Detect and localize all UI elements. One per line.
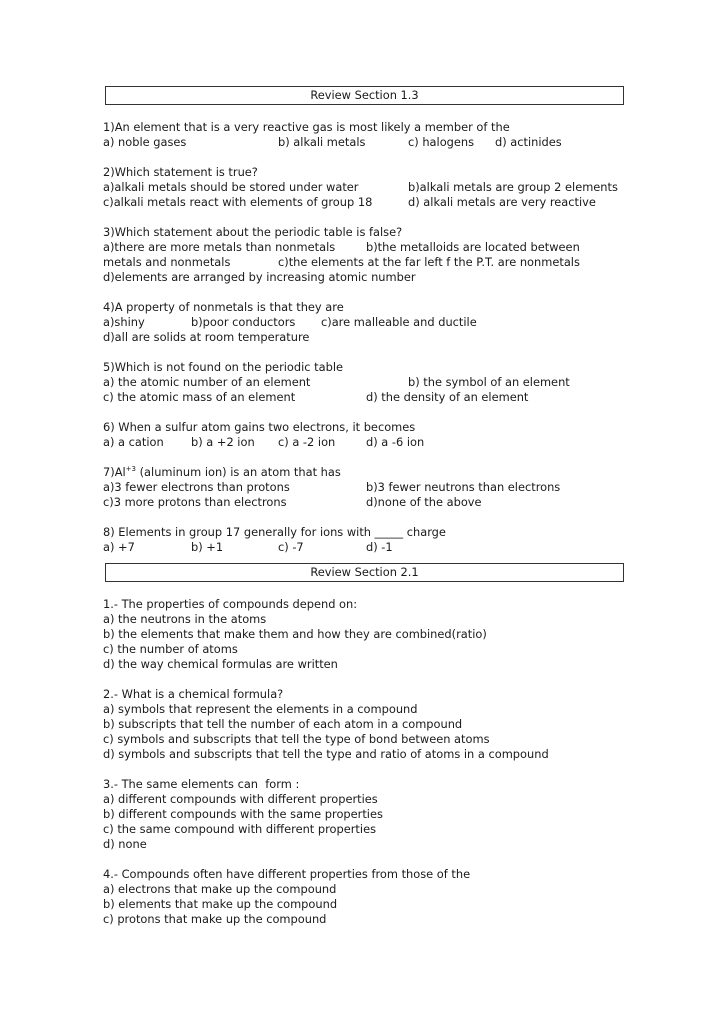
choice-d: d) the density of an element bbox=[366, 390, 529, 404]
stem-post: (aluminum ion) is an atom that has bbox=[135, 465, 341, 479]
section-title: Review Section 2.1 bbox=[310, 565, 419, 579]
answer-row bbox=[103, 135, 633, 150]
choice-a: a)3 fewer electrons than protons bbox=[103, 480, 290, 494]
choice-c: c) halogens bbox=[408, 135, 475, 149]
choice-a: a) noble gases bbox=[103, 135, 187, 149]
choice-b: b) different compounds with the same properties bbox=[103, 807, 383, 821]
choice-c: c)the elements at the far left f the P.T. are nonmetals bbox=[278, 255, 580, 269]
choice-b: b)poor conductors bbox=[191, 315, 296, 329]
section-title: Review Section 1.3 bbox=[310, 88, 419, 102]
choice-c: c) the atomic mass of an element bbox=[103, 390, 296, 404]
answer-row bbox=[103, 435, 633, 450]
answer-row bbox=[103, 180, 633, 195]
choice-c: c) symbols and subscripts that tell the type of bond between atoms bbox=[103, 732, 490, 746]
choice-a: a) different compounds with different properties bbox=[103, 792, 378, 806]
question-stem: 2.- What is a chemical formula? bbox=[103, 687, 284, 701]
choice-b: b) the elements that make them and how they are combined(ratio) bbox=[103, 627, 487, 641]
choice-d: d) actinides bbox=[495, 135, 562, 149]
question-stem: 1)An element that is a very reactive gas is most likely a member of the bbox=[103, 120, 510, 134]
answer-row bbox=[103, 480, 633, 495]
answer-row bbox=[103, 195, 633, 210]
choice-c: c) a -2 ion bbox=[278, 435, 336, 449]
choice-c: c) -7 bbox=[278, 540, 304, 554]
choice-a: a) symbols that represent the elements in a compound bbox=[103, 702, 418, 716]
choice-a: a) a cation bbox=[103, 435, 164, 449]
choice-d: d)elements are arranged by increasing atomic number bbox=[103, 270, 416, 284]
choice-d: d) alkali metals are very reactive bbox=[408, 195, 596, 209]
choice-d: d) a -6 ion bbox=[366, 435, 425, 449]
choice-b: b)3 fewer neutrons than electrons bbox=[366, 480, 561, 494]
choice-a-cont: metals and nonmetals bbox=[103, 255, 231, 269]
choice-c: c) protons that make up the compound bbox=[103, 912, 327, 926]
answer-row bbox=[103, 390, 633, 405]
question-stem: 2)Which statement is true? bbox=[103, 165, 258, 179]
choice-b: b) subscripts that tell the number of each atom in a compound bbox=[103, 717, 463, 731]
choice-a: a) +7 bbox=[103, 540, 135, 554]
question-stem: 4)A property of nonmetals is that they are bbox=[103, 300, 344, 314]
choice-c: c)alkali metals react with elements of group 18 bbox=[103, 195, 373, 209]
choice-d: d) symbols and subscripts that tell the type and ratio of atoms in a compound bbox=[103, 747, 549, 761]
answer-row bbox=[103, 240, 633, 255]
choice-a: a)shiny bbox=[103, 315, 145, 329]
choice-d: d) none bbox=[103, 837, 147, 851]
question-stem: 3)Which statement about the periodic table is false? bbox=[103, 225, 403, 239]
question-stem: 4.- Compounds often have different properties from those of the bbox=[103, 867, 471, 881]
choice-a: a)alkali metals should be stored under water bbox=[103, 180, 359, 194]
worksheet bbox=[103, 86, 633, 927]
choice-b: b) +1 bbox=[191, 540, 224, 554]
choice-d: d) the way chemical formulas are written bbox=[103, 657, 338, 671]
choice-b: b)alkali metals are group 2 elements bbox=[408, 180, 618, 194]
choice-a: a) the neutrons in the atoms bbox=[103, 612, 267, 626]
question-stem: 3.- The same elements can form : bbox=[103, 777, 300, 791]
choice-b: b) the symbol of an element bbox=[408, 375, 570, 389]
choice-b: b) alkali metals bbox=[278, 135, 366, 149]
choice-a: a)there are more metals than nonmetals bbox=[103, 240, 336, 254]
stem-pre: 7)Al bbox=[103, 465, 126, 479]
choice-a: a) electrons that make up the compound bbox=[103, 882, 337, 896]
question-stem: 1.- The properties of compounds depend on: bbox=[103, 597, 358, 611]
choice-b: b) a +2 ion bbox=[191, 435, 255, 449]
question-stem: 5)Which is not found on the periodic table bbox=[103, 360, 344, 374]
answer-row bbox=[103, 315, 633, 330]
answer-row bbox=[103, 375, 633, 390]
section-2-header bbox=[105, 563, 624, 582]
choice-a: a) the atomic number of an element bbox=[103, 375, 311, 389]
answer-row bbox=[103, 255, 633, 270]
answer-row bbox=[103, 495, 633, 510]
choice-d: d)all are solids at room temperature bbox=[103, 330, 310, 344]
choice-b: b) elements that make up the compound bbox=[103, 897, 338, 911]
choice-b: b)the metalloids are located between bbox=[366, 240, 580, 254]
choice-c: c)3 more protons than electrons bbox=[103, 495, 287, 509]
choice-d: d) -1 bbox=[366, 540, 393, 554]
choice-d: d)none of the above bbox=[366, 495, 482, 509]
superscript-charge: +3 bbox=[125, 465, 136, 473]
choice-c: c)are malleable and ductile bbox=[321, 315, 477, 329]
question-stem: 6) When a sulfur atom gains two electrons, it becomes bbox=[103, 420, 416, 434]
answer-row bbox=[103, 540, 633, 555]
choice-c: c) the number of atoms bbox=[103, 642, 238, 656]
choice-c: c) the same compound with different properties bbox=[103, 822, 377, 836]
section-1-header bbox=[105, 86, 624, 105]
question-stem: 8) Elements in group 17 generally for ions with _____ charge bbox=[103, 525, 446, 539]
question-stem bbox=[103, 465, 633, 480]
